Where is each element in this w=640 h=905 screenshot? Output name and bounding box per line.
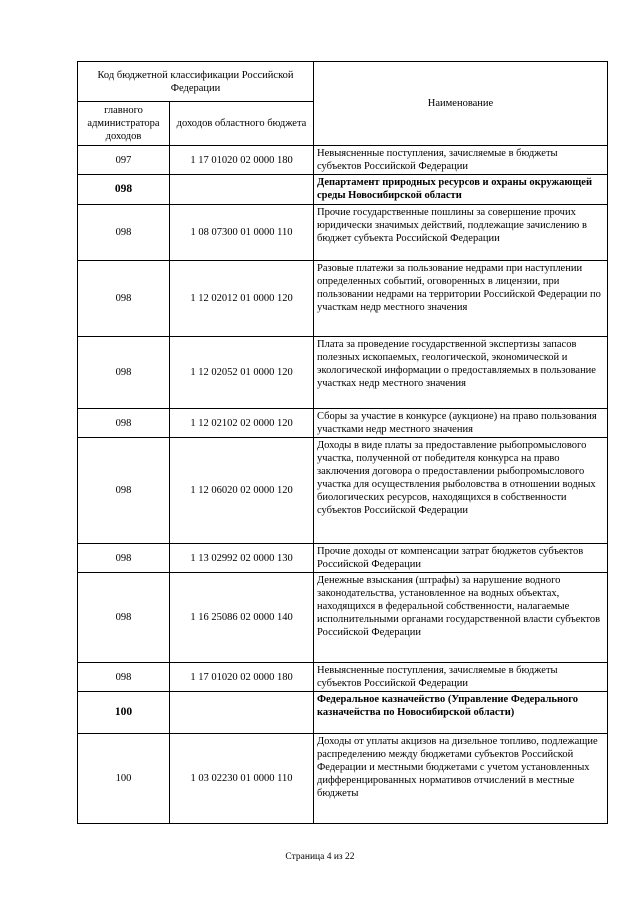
table-row	[78, 261, 608, 337]
admin-code-cell: 098	[78, 261, 170, 337]
header-admin-column: главного администратора доходов	[78, 102, 170, 146]
admin-code-cell: 098	[78, 409, 170, 438]
income-name-cell: Сборы за участие в конкурсе (аукционе) на право пользования участками недр местного значения	[314, 409, 608, 438]
table-row	[78, 663, 608, 692]
table-row	[78, 573, 608, 663]
header-group-label: Код бюджетной классификации Российской Федерации	[78, 62, 314, 102]
income-code-cell: 1 12 02052 01 0000 120	[170, 337, 314, 409]
budget-classification-table	[77, 61, 608, 824]
income-name-cell: Федеральное казначейство (Управление Федерального казначейства по Новосибирской области)	[314, 692, 608, 734]
income-code-cell	[170, 175, 314, 205]
header-name-column: Наименование	[314, 62, 608, 146]
admin-code-cell: 098	[78, 175, 170, 205]
admin-code-cell: 098	[78, 544, 170, 573]
income-name-cell: Невыясненные поступления, зачисляемые в бюджеты субъектов Российской Федерации	[314, 663, 608, 692]
income-code-cell: 1 17 01020 02 0000 180	[170, 146, 314, 175]
income-name-cell: Плата за проведение государственной экспертизы запасов полезных ископаемых, геологической, экономической и экологической информации о предоставляемых в пользование участках недр местного значения	[314, 337, 608, 409]
income-code-cell: 1 16 25086 02 0000 140	[170, 573, 314, 663]
table-body	[78, 146, 608, 824]
table-row	[78, 438, 608, 544]
income-name-cell: Прочие доходы от компенсации затрат бюджетов субъектов Российской Федерации	[314, 544, 608, 573]
income-code-cell: 1 17 01020 02 0000 180	[170, 663, 314, 692]
admin-code-cell: 098	[78, 205, 170, 261]
table-row	[78, 734, 608, 824]
admin-code-cell: 098	[78, 573, 170, 663]
income-code-cell: 1 13 02992 02 0000 130	[170, 544, 314, 573]
page-footer: Страница 4 из 22	[285, 852, 355, 862]
income-name-cell: Доходы от уплаты акцизов на дизельное топливо, подлежащие распределению между бюджетами субъектов Российской Федерации и местными бюджетами с учетом установленных дифференцированных нормативов отчислений в местные бюджеты	[314, 734, 608, 824]
income-code-cell: 1 12 06020 02 0000 120	[170, 438, 314, 544]
income-code-cell: 1 03 02230 01 0000 110	[170, 734, 314, 824]
table-row	[78, 409, 608, 438]
header-code-column: доходов областного бюджета	[170, 102, 314, 146]
income-name-cell: Прочие государственные пошлины за совершение прочих юридически значимых действий, подлежащие зачислению в бюджет субъекта Российской Федерации	[314, 205, 608, 261]
income-code-cell	[170, 692, 314, 734]
income-code-cell: 1 12 02012 01 0000 120	[170, 261, 314, 337]
admin-code-cell: 097	[78, 146, 170, 175]
table-row	[78, 337, 608, 409]
admin-code-cell: 098	[78, 438, 170, 544]
table-row	[78, 544, 608, 573]
admin-code-cell: 100	[78, 734, 170, 824]
income-code-cell: 1 08 07300 01 0000 110	[170, 205, 314, 261]
income-name-cell: Денежные взыскания (штрафы) за нарушение водного законодательства, установленное на водных объектах, находящихся в федеральной собственности, налагаемые исполнительными органами государственной власти субъектов Российской Федерации	[314, 573, 608, 663]
table-row	[78, 205, 608, 261]
income-name-cell: Доходы в виде платы за предоставление рыбопромыслового участка, полученной от победителя конкурса на право заключения договора о предоставлении рыбопромыслового участка для осуществления рыболовства в отношении водных биологических ресурсов, находящихся в собственности субъектов Российской Федерации	[314, 438, 608, 544]
admin-code-cell: 098	[78, 663, 170, 692]
table-row	[78, 146, 608, 175]
table-row	[78, 175, 608, 205]
table-row	[78, 692, 608, 734]
income-name-cell: Разовые платежи за пользование недрами при наступлении определенных событий, оговоренных в лицензии, при пользовании недрами на территории Российской Федерации по участкам недр местного значения	[314, 261, 608, 337]
income-name-cell: Департамент природных ресурсов и охраны окружающей среды Новосибирской области	[314, 175, 608, 205]
income-name-cell: Невыясненные поступления, зачисляемые в бюджеты субъектов Российской Федерации	[314, 146, 608, 175]
income-code-cell: 1 12 02102 02 0000 120	[170, 409, 314, 438]
admin-code-cell: 100	[78, 692, 170, 734]
admin-code-cell: 098	[78, 337, 170, 409]
